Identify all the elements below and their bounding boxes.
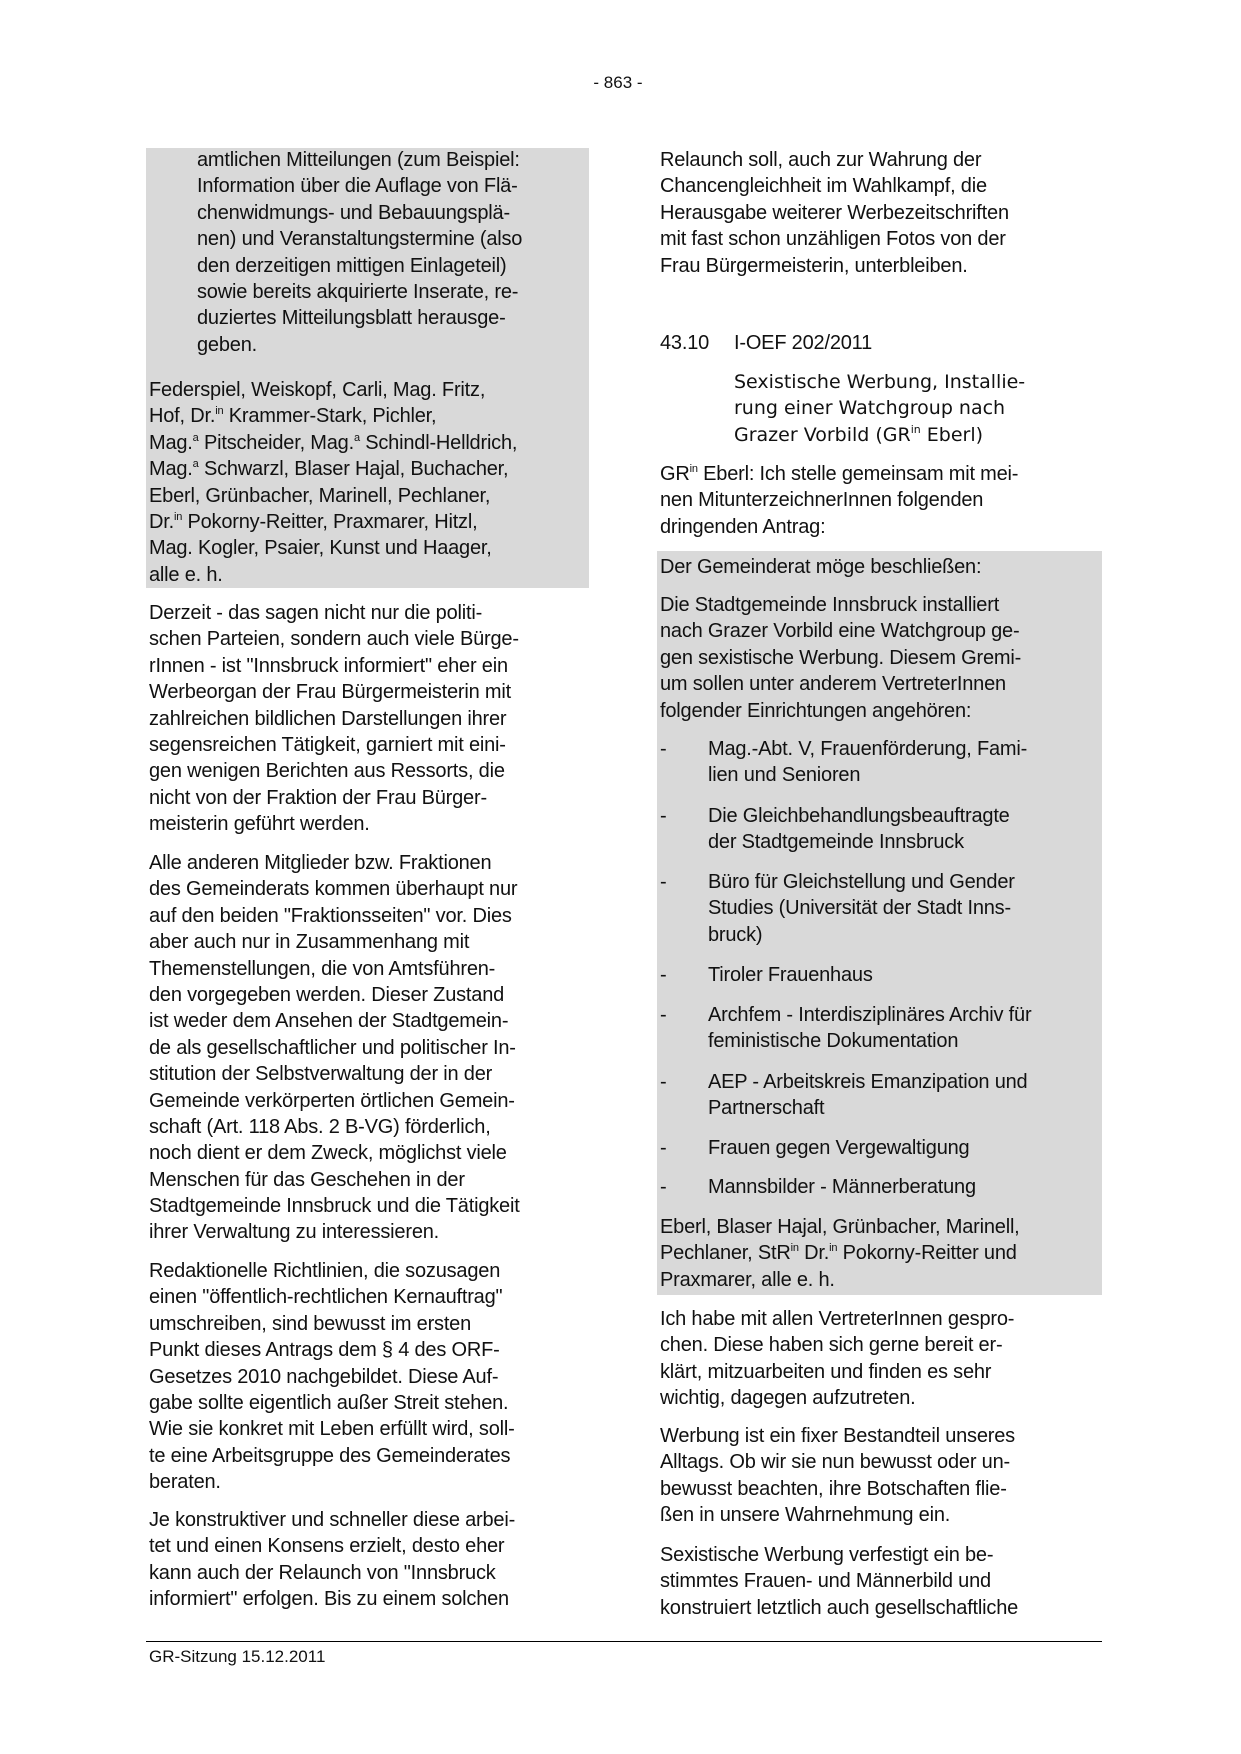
- text-line: noch dient er dem Zweck, möglichst viele: [149, 1142, 507, 1165]
- text-line: Gemeinde verkörperten örtlichen Gemein-: [149, 1089, 515, 1112]
- text-line: sowie bereits akquirierte Inserate, re-: [197, 280, 519, 303]
- text-line: Ich habe mit allen VertreterInnen gespro-: [660, 1308, 1015, 1330]
- text-line: alle e. h.: [149, 563, 223, 586]
- text-line: Partnerschaft: [708, 1097, 825, 1120]
- paragraph: [149, 600, 519, 838]
- text-line: stitution der Selbstverwaltung der in der: [149, 1063, 493, 1086]
- text-line: umschreiben, sind bewusst im ersten: [149, 1312, 472, 1335]
- text-line: der Stadtgemeinde Innsbruck: [708, 831, 964, 854]
- list-item: [708, 1002, 1031, 1055]
- text-line: Je konstruktiver und schneller diese arbei-: [149, 1509, 516, 1531]
- text-line: Redaktionelle Richtlinien, die sozusagen: [149, 1260, 501, 1282]
- text-line: zahlreichen bildlichen Darstellungen ihrer: [149, 707, 507, 730]
- text-line: tet und einen Konsens erzielt, desto eher: [149, 1535, 505, 1558]
- text-line: mit fast schon unzähligen Fotos von der: [660, 228, 1006, 251]
- text-line: nach Grazer Vorbild eine Watchgroup ge-: [660, 620, 1020, 643]
- text-line: chen. Diese haben sich gerne bereit er-: [660, 1334, 1003, 1357]
- text-line: Chancengleichheit im Wahlkampf, die: [660, 175, 987, 198]
- text-line: kann auch der Relaunch von "Innsbruck: [149, 1561, 496, 1584]
- text-line: amtlichen Mitteilungen (zum Beispiel:: [197, 149, 520, 171]
- motion-signatories: [660, 1214, 1020, 1293]
- text-line: Information über die Auflage von Flä-: [197, 175, 518, 198]
- text-line: bruck): [708, 923, 763, 946]
- text-line: ihrer Verwaltung zu interessieren.: [149, 1221, 440, 1244]
- text-line: schaft (Art. 118 Abs. 2 B-VG) förderlich,: [149, 1115, 491, 1138]
- text-line: lien und Senioren: [708, 764, 861, 787]
- paragraph: [660, 1306, 1014, 1412]
- list-item: [708, 736, 1027, 789]
- text-line: Büro für Gleichstellung und Gender: [708, 871, 1015, 893]
- text-line: rung einer Watchgroup nach: [734, 397, 1006, 420]
- text-line: te eine Arbeitsgruppe des Gemeinderates: [149, 1444, 511, 1467]
- text-line: stimmtes Frauen- und Männerbild und: [660, 1570, 991, 1593]
- list-item: [708, 962, 873, 988]
- text-line: segensreichen Tätigkeit, garniert mit eini-: [149, 733, 506, 756]
- text-line: Grazer Vorbild ($GR^{in}$ Eberl): [734, 422, 984, 446]
- text-line: rInnen - ist "Innsbruck informiert" eher ein: [149, 654, 508, 677]
- text-line: Mag.-Abt. V, Frauenförderung, Fami-: [708, 738, 1028, 760]
- text-line: Mannsbilder - Männerberatung: [708, 1176, 976, 1198]
- text-line: Werbeorgan der Frau Bürgermeisterin mit: [149, 681, 511, 704]
- text-line: Punkt dieses Antrags dem § 4 des ORF-: [149, 1339, 500, 1362]
- text-line: Dr.$^{in}$ Pokorny-Reitter, Praxmarer, Hitzl,: [149, 510, 478, 533]
- text-line: Der Gemeinderat möge beschließen:: [660, 556, 982, 578]
- list-item: [708, 1069, 1027, 1122]
- footer-session-date: GR-Sitzung 15.12.2011: [149, 1647, 326, 1666]
- text-line: Eberl, Grünbacher, Marinell, Pechlaner,: [149, 484, 491, 507]
- text-line: Derzeit - das sagen nicht nur die politi-: [149, 602, 483, 624]
- text-line: um sollen unter anderem VertreterInnen: [660, 673, 1006, 696]
- text-line: duziertes Mitteilungsblatt herausge-: [197, 307, 506, 330]
- text-line: nen MitunterzeichnerInnen folgenden: [660, 489, 984, 512]
- text-line: Alltags. Ob wir sie nun bewusst oder un-: [660, 1451, 1010, 1474]
- text-line: Gesetzes 2010 nachgebildet. Diese Auf-: [149, 1365, 499, 1388]
- text-line: Die Gleichbehandlungsbeauftragte: [708, 805, 1010, 827]
- text-line: Tiroler Frauenhaus: [708, 964, 873, 986]
- motion-text: [660, 592, 1021, 724]
- text-line: den vorgegeben werden. Dieser Zustand: [149, 983, 505, 1006]
- text-line: wichtig, dagegen aufzutreten.: [660, 1387, 916, 1410]
- agenda-item-number: 43.10: [660, 332, 710, 354]
- text-line: Frau Bürgermeisterin, unterbleiben.: [660, 254, 968, 277]
- text-line: Pechlaner, StR$^{in}$ Dr.$^{in}$ Pokorny-Reitter und: [660, 1242, 1017, 1265]
- page-number: - 863 -: [593, 73, 643, 92]
- text-line: Eberl, Blaser Hajal, Grünbacher, Marinell,: [660, 1216, 1020, 1238]
- text-line: Relaunch soll, auch zur Wahrung der: [660, 149, 982, 171]
- text-line: $GR^{in}$ Eberl: Ich stelle gemeinsam mit mei-: [660, 463, 1019, 485]
- list-item: [708, 1174, 976, 1200]
- list-bullet: -: [660, 1071, 667, 1093]
- text-line: chenwidmungs- und Bebauungsplä-: [197, 201, 510, 224]
- text-line: Sexistische Werbung verfestigt ein be-: [660, 1544, 994, 1566]
- text-line: Federspiel, Weiskopf, Carli, Mag. Fritz,: [149, 379, 486, 401]
- text-line: den derzeitigen mittigen Einlageteil): [197, 254, 507, 277]
- text-line: auf den beiden "Fraktionsseiten" vor. Dies: [149, 904, 512, 927]
- text-line: ßen in unsere Wahrnehmung ein.: [660, 1504, 951, 1527]
- paragraph: [660, 1542, 1018, 1621]
- text-line: meisterin geführt werden.: [149, 813, 370, 836]
- text-line: gen wenigen Berichten aus Ressorts, die: [149, 760, 505, 783]
- text-line: aber auch nur in Zusammenhang mit: [149, 931, 470, 954]
- text-line: Mag.$^a$ Pitscheider, Mag.$^a$ Schindl-Helldrich,: [149, 431, 518, 454]
- paragraph: [149, 1507, 515, 1613]
- text-line: nicht von der Fraktion der Frau Bürger-: [149, 786, 487, 809]
- paragraph: [149, 850, 520, 1246]
- text-line: Stadtgemeinde Innsbruck und die Tätigkeit: [149, 1195, 520, 1218]
- text-line: feministische Dokumentation: [708, 1030, 959, 1053]
- text-line: Sexistische Werbung, Installie-: [734, 371, 1026, 393]
- motion-intro: [660, 461, 1018, 540]
- motion-heading: [660, 554, 981, 580]
- text-line: beraten.: [149, 1471, 221, 1494]
- agenda-item-reference: I-OEF 202/2011: [734, 332, 873, 354]
- text-line: informiert" erfolgen. Bis zu einem solchen: [149, 1588, 509, 1611]
- text-line: Wie sie konkret mit Leben erfüllt wird, soll-: [149, 1418, 515, 1441]
- paragraph: [660, 1423, 1015, 1529]
- text-line: klärt, mitzuarbeiten und finden es sehr: [660, 1360, 992, 1383]
- text-line: Die Stadtgemeinde Innsbruck installiert: [660, 594, 1000, 616]
- text-line: dringenden Antrag:: [660, 515, 826, 538]
- text-line: einen "öffentlich-rechtlichen Kernauftrag": [149, 1286, 503, 1309]
- list-bullet: -: [660, 805, 667, 827]
- text-line: Mag. Kogler, Psaier, Kunst und Haager,: [149, 537, 492, 560]
- list-item: [708, 803, 1010, 856]
- text-line: Werbung ist ein fixer Bestandteil unseres: [660, 1425, 1015, 1447]
- text-line: Praxmarer, alle e. h.: [660, 1268, 835, 1291]
- list-bullet: -: [660, 964, 667, 986]
- text-line: Hof, Dr.$^{in}$ Krammer-Stark, Pichler,: [149, 405, 437, 428]
- text-line: Menschen für das Geschehen in der: [149, 1168, 465, 1191]
- text-line: nen) und Veranstaltungstermine (also: [197, 228, 523, 251]
- text-line: schen Parteien, sondern auch viele Bürge-: [149, 628, 519, 651]
- list-bullet: -: [660, 1176, 667, 1198]
- text-line: gen sexistische Werbung. Diesem Gremi-: [660, 646, 1022, 669]
- list-bullet: -: [660, 871, 667, 893]
- text-line: Mag.$^a$ Schwarzl, Blaser Hajal, Buchacher,: [149, 458, 509, 481]
- paragraph: [149, 1258, 515, 1496]
- previous-motion-signatories: [149, 377, 517, 588]
- text-line: geben.: [197, 333, 257, 356]
- text-line: Themenstellungen, die von Amtsführen-: [149, 957, 496, 980]
- text-line: Studies (Universität der Stadt Inns-: [708, 897, 1011, 920]
- list-bullet: -: [660, 1004, 667, 1026]
- text-line: konstruiert letztlich auch gesellschaftliche: [660, 1596, 1019, 1619]
- paragraph: [660, 147, 1009, 279]
- list-bullet: -: [660, 1137, 667, 1159]
- list-item: [708, 1135, 969, 1161]
- footer-divider: [146, 1641, 1102, 1642]
- text-line: AEP - Arbeitskreis Emanzipation und: [708, 1071, 1028, 1093]
- text-line: ist weder dem Ansehen der Stadtgemein-: [149, 1010, 509, 1033]
- text-line: Frauen gegen Vergewaltigung: [708, 1137, 970, 1159]
- text-line: des Gemeinderats kommen überhaupt nur: [149, 878, 518, 901]
- text-line: gabe sollte eigentlich außer Streit stehen.: [149, 1391, 509, 1414]
- text-line: Archfem - Interdisziplinäres Archiv für: [708, 1004, 1032, 1026]
- list-item: [708, 869, 1015, 948]
- list-bullet: -: [660, 738, 667, 760]
- agenda-item-title: [734, 369, 1025, 448]
- previous-motion-text: [197, 147, 522, 358]
- text-line: bewusst beachten, ihre Botschaften flie-: [660, 1477, 1007, 1500]
- text-line: Alle anderen Mitglieder bzw. Fraktionen: [149, 852, 492, 874]
- text-line: de als gesellschaftlicher und politischer In-: [149, 1036, 516, 1059]
- text-line: Herausgabe weiterer Werbezeitschriften: [660, 201, 1009, 224]
- text-line: folgender Einrichtungen angehören:: [660, 699, 972, 722]
